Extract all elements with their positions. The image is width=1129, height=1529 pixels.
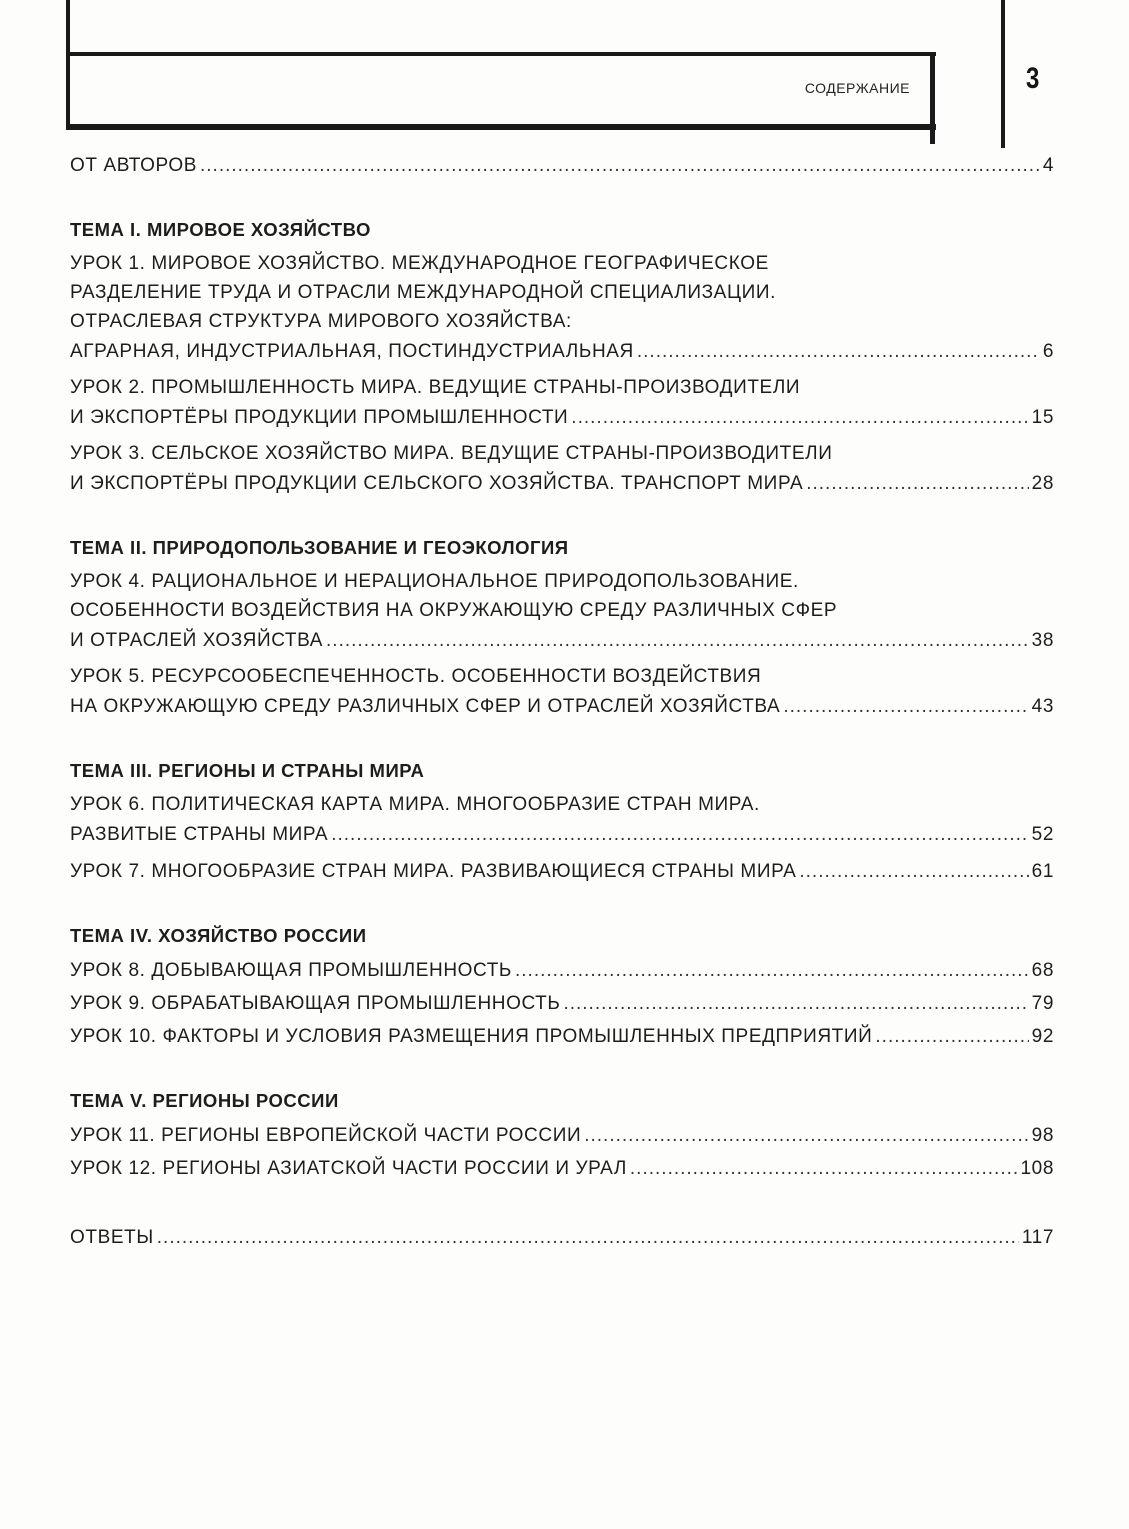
page-number: 3 xyxy=(1026,62,1040,95)
toc-entry-page: 98 xyxy=(1031,1125,1054,1146)
toc-entry-lesson-5[interactable] xyxy=(70,662,1054,722)
dot-leader xyxy=(157,1222,1019,1253)
header-frame-top xyxy=(66,52,936,56)
toc-entry-text: ОТ АВТОРОВ xyxy=(70,155,197,176)
toc-entry-line: РАЗДЕЛЕНИЕ ТРУДА И ОТРАСЛИ МЕЖДУНАРОДНОЙ СПЕЦИАЛИЗАЦИИ. xyxy=(70,282,776,303)
toc-entry-page: 92 xyxy=(1031,1026,1054,1047)
dot-leader xyxy=(571,402,1028,433)
header-frame-bottom xyxy=(66,124,936,130)
toc-entry-text: УРОК 8. ДОБЫВАЮЩАЯ ПРОМЫШЛЕННОСТЬ xyxy=(70,960,512,981)
toc-entry-line: УРОК 3. СЕЛЬСКОЕ ХОЗЯЙСТВО МИРА. ВЕДУЩИЕ СТРАНЫ-ПРОИЗВОДИТЕЛИ xyxy=(70,443,833,464)
toc-entry-text: ОТВЕТЫ xyxy=(70,1227,154,1248)
dot-leader xyxy=(799,856,1028,887)
toc-entry-page: 38 xyxy=(1031,630,1054,651)
toc-entry-text: УРОК 7. МНОГООБРАЗИЕ СТРАН МИРА. РАЗВИВАЮЩИЕСЯ СТРАНЫ МИРА xyxy=(70,861,797,882)
toc-entry-line: УРОК 1. МИРОВОЕ ХОЗЯЙСТВО. МЕЖДУНАРОДНОЕ ГЕОГРАФИЧЕСКОЕ xyxy=(70,253,769,274)
toc-entry-lesson-8[interactable] xyxy=(70,955,1054,986)
table-of-contents xyxy=(70,150,1054,1253)
toc-entry-answers[interactable] xyxy=(70,1222,1054,1253)
dot-leader xyxy=(326,625,1029,656)
toc-entry-page: 43 xyxy=(1031,696,1054,717)
toc-entry-text: УРОК 11. РЕГИОНЫ ЕВРОПЕЙСКОЙ ЧАСТИ РОССИИ xyxy=(70,1125,582,1146)
toc-entry-lesson-10[interactable] xyxy=(70,1021,1054,1052)
toc-entry-page: 28 xyxy=(1031,473,1054,494)
toc-entry-line: УРОК 6. ПОЛИТИЧЕСКАЯ КАРТА МИРА. МНОГООБРАЗИЕ СТРАН МИРА. xyxy=(70,794,760,815)
toc-entry-page: 79 xyxy=(1031,993,1054,1014)
theme-heading-2: ТЕМА II. ПРИРОДОПОЛЬЗОВАНИЕ И ГЕОЭКОЛОГИЯ xyxy=(70,537,569,558)
toc-entry-page: 6 xyxy=(1042,341,1054,362)
dot-leader xyxy=(783,691,1028,722)
toc-entry-page: 15 xyxy=(1031,407,1054,428)
toc-entry-lesson-3[interactable] xyxy=(70,439,1054,499)
toc-entry-lesson-9[interactable] xyxy=(70,988,1054,1019)
dot-leader xyxy=(331,819,1028,850)
running-header-title: СОДЕРЖАНИЕ xyxy=(804,80,910,96)
toc-entry-from-authors[interactable] xyxy=(70,150,1054,181)
toc-entry-page: 4 xyxy=(1042,155,1054,176)
theme-heading-1: ТЕМА I. МИРОВОЕ ХОЗЯЙСТВО xyxy=(70,219,371,240)
toc-entry-page: 68 xyxy=(1031,960,1054,981)
toc-entry-page: 61 xyxy=(1031,861,1054,882)
toc-entry-lesson-12[interactable] xyxy=(70,1153,1054,1184)
dot-leader xyxy=(637,336,1040,367)
toc-entry-page: 117 xyxy=(1021,1227,1054,1248)
toc-entry-text: АГРАРНАЯ, ИНДУСТРИАЛЬНАЯ, ПОСТИНДУСТРИАЛЬНАЯ xyxy=(70,341,634,362)
toc-entry-lesson-6[interactable] xyxy=(70,790,1054,850)
toc-entry-text: УРОК 12. РЕГИОНЫ АЗИАТСКОЙ ЧАСТИ РОССИИ И УРАЛ xyxy=(70,1158,627,1179)
toc-entry-lesson-7[interactable] xyxy=(70,856,1054,887)
toc-entry-text: НА ОКРУЖАЮЩУЮ СРЕДУ РАЗЛИЧНЫХ СФЕР И ОТРАСЛЕЙ ХОЗЯЙСТВА xyxy=(70,696,781,717)
toc-entry-line: УРОК 2. ПРОМЫШЛЕННОСТЬ МИРА. ВЕДУЩИЕ СТРАНЫ-ПРОИЗВОДИТЕЛИ xyxy=(70,377,801,398)
header-frame-right xyxy=(930,52,935,144)
toc-entry-text: И ЭКСПОРТЁРЫ ПРОДУКЦИИ СЕЛЬСКОГО ХОЗЯЙСТВА. ТРАНСПОРТ МИРА xyxy=(70,473,804,494)
dot-leader xyxy=(515,955,1029,986)
toc-entry-line: ОТРАСЛЕВАЯ СТРУКТУРА МИРОВОГО ХОЗЯЙСТВА: xyxy=(70,311,572,332)
theme-heading-3: ТЕМА III. РЕГИОНЫ И СТРАНЫ МИРА xyxy=(70,760,425,781)
dot-leader xyxy=(630,1153,1018,1184)
toc-entry-text: И ОТРАСЛЕЙ ХОЗЯЙСТВА xyxy=(70,630,324,651)
toc-entry-text: И ЭКСПОРТЁРЫ ПРОДУКЦИИ ПРОМЫШЛЕННОСТИ xyxy=(70,407,569,428)
dot-leader xyxy=(563,988,1028,1019)
header-frame-left xyxy=(66,0,70,130)
toc-entry-lesson-11[interactable] xyxy=(70,1120,1054,1151)
theme-heading-5: ТЕМА V. РЕГИОНЫ РОССИИ xyxy=(70,1090,339,1111)
toc-entry-text: РАЗВИТЫЕ СТРАНЫ МИРА xyxy=(70,824,329,845)
toc-entry-text: УРОК 10. ФАКТОРЫ И УСЛОВИЯ РАЗМЕЩЕНИЯ ПРОМЫШЛЕННЫХ ПРЕДПРИЯТИЙ xyxy=(70,1026,873,1047)
toc-entry-lesson-2[interactable] xyxy=(70,373,1054,433)
dot-leader xyxy=(584,1120,1028,1151)
dot-leader xyxy=(806,468,1028,499)
toc-entry-page: 108 xyxy=(1020,1158,1054,1179)
page-edge-rule xyxy=(1001,0,1005,148)
dot-leader xyxy=(200,150,1040,181)
theme-heading-4: ТЕМА IV. ХОЗЯЙСТВО РОССИИ xyxy=(70,925,367,946)
toc-entry-line: УРОК 4. РАЦИОНАЛЬНОЕ И НЕРАЦИОНАЛЬНОЕ ПРИРОДОПОЛЬЗОВАНИЕ. xyxy=(70,571,799,592)
toc-entry-line: ОСОБЕННОСТИ ВОЗДЕЙСТВИЯ НА ОКРУЖАЮЩУЮ СРЕДУ РАЗЛИЧНЫХ СФЕР xyxy=(70,600,838,621)
toc-entry-text: УРОК 9. ОБРАБАТЫВАЮЩАЯ ПРОМЫШЛЕННОСТЬ xyxy=(70,993,561,1014)
toc-entry-page: 52 xyxy=(1031,824,1054,845)
dot-leader xyxy=(875,1021,1028,1052)
toc-entry-lesson-1[interactable] xyxy=(70,249,1054,367)
toc-entry-line: УРОК 5. РЕСУРСООБЕСПЕЧЕННОСТЬ. ОСОБЕННОСТИ ВОЗДЕЙСТВИЯ xyxy=(70,666,762,687)
toc-entry-lesson-4[interactable] xyxy=(70,567,1054,656)
